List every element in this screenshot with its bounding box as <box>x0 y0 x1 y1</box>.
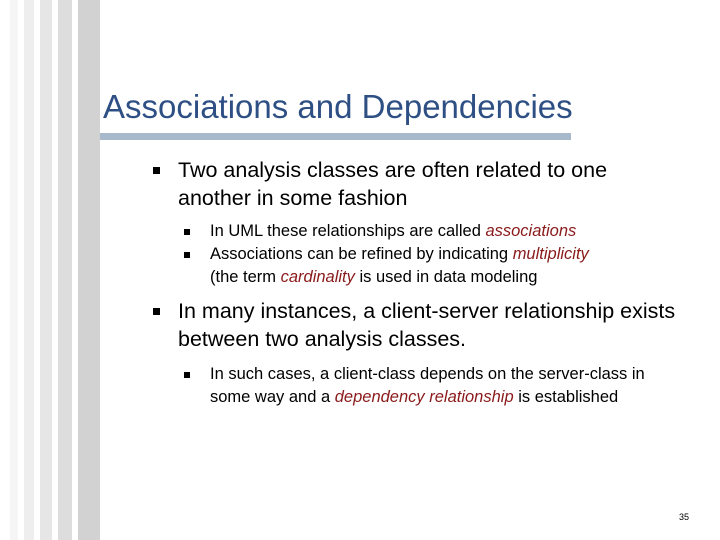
square-bullet-icon <box>184 252 190 258</box>
emphasis-term: dependency relationship <box>334 388 514 406</box>
sub-bullet-item-2-1 <box>152 363 682 409</box>
emphasis-term: cardinality <box>280 268 355 286</box>
page-number: 35 <box>678 512 689 522</box>
slide-body <box>152 156 682 409</box>
bullet-item-2 <box>152 297 682 353</box>
square-bullet-icon <box>184 229 190 235</box>
square-bullet-icon <box>153 308 160 315</box>
sub-bullet-text: Associations can be refined by indicating <box>210 245 513 263</box>
sub-bullet-text: is used in data modeling <box>354 268 538 286</box>
title-underline <box>100 133 571 140</box>
square-bullet-icon <box>153 167 160 174</box>
sub-bullet-item-1-2 <box>152 243 682 289</box>
emphasis-term: multiplicity <box>512 245 589 263</box>
sub-bullet-text: In UML these relationships are called <box>210 222 486 240</box>
square-bullet-icon <box>184 372 190 378</box>
sub-bullet-text: (the term <box>210 268 281 286</box>
sub-bullet-text: is established <box>513 388 619 406</box>
bullet-text: Two analysis classes are often related to one another in some fashion <box>178 158 608 210</box>
sub-bullet-item-1-1 <box>152 220 682 243</box>
bullet-text: In many instances, a client-server relationship exists between two analysis classes. <box>178 299 676 351</box>
bullet-item-1 <box>152 156 682 212</box>
sub-bullet-text: In such cases, a client-class depends on the server-class in some way and a <box>210 365 645 406</box>
emphasis-term: associations <box>485 222 577 240</box>
slide-title: Associations and Dependencies <box>103 88 573 125</box>
decorative-stripes <box>0 0 100 540</box>
